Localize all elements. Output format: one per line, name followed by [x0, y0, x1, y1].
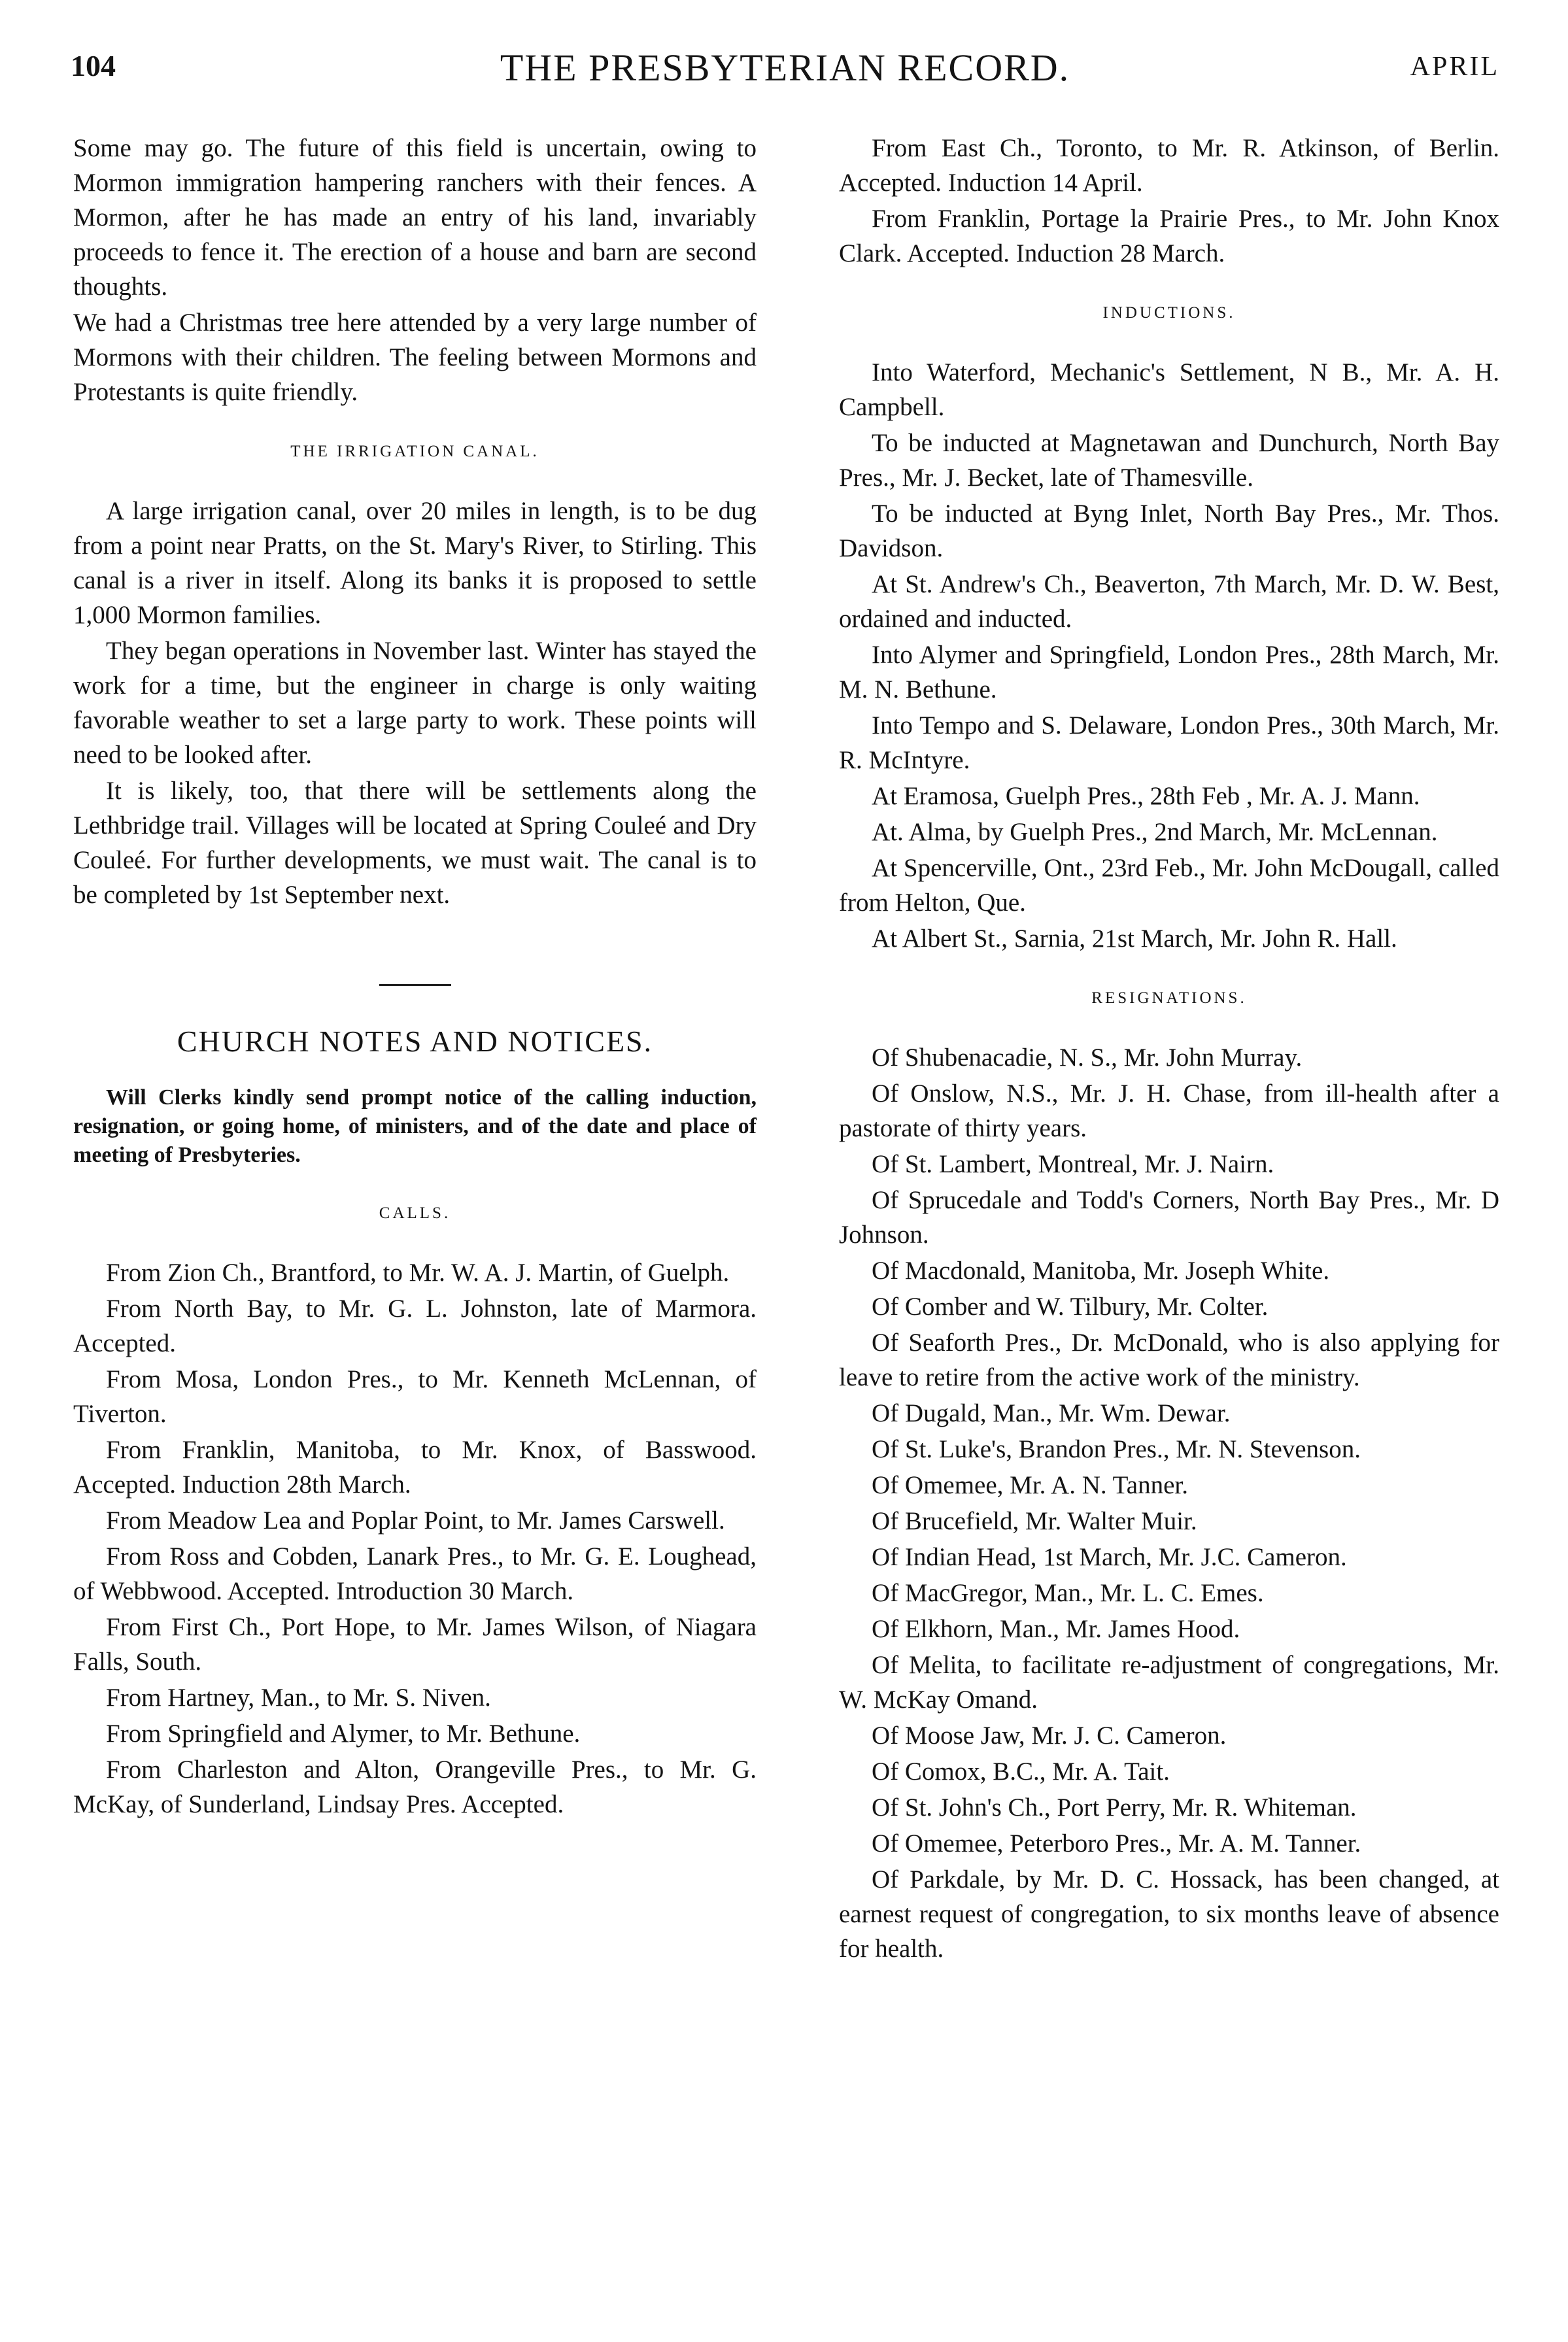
list-item: From Mosa, London Pres., to Mr. Kenneth McLennan, of Tiverton.	[73, 1365, 757, 1428]
list-item: Into Tempo and S. Delaware, London Pres., 30th March, Mr. R. McIntyre.	[839, 711, 1499, 774]
section-divider	[379, 984, 451, 986]
list-item: Of Indian Head, 1st March, Mr. J.C. Cameron.	[872, 1543, 1347, 1571]
list-item: From Meadow Lea and Poplar Point, to Mr. James Carswell.	[106, 1506, 725, 1535]
page-number: 104	[71, 49, 116, 82]
list-item: Of Onslow, N.S., Mr. J. H. Chase, from ill-health after a pastorate of thirty years.	[839, 1079, 1499, 1142]
list-item: Of Omemee, Mr. A. N. Tanner.	[872, 1471, 1188, 1499]
list-item: From First Ch., Port Hope, to Mr. James Wilson, of Niagara Falls, South.	[73, 1613, 757, 1676]
clerks-notice: Will Clerks kindly send prompt notice of the calling induction, resignation, or going home, of ministers, and of the date and place of meeting of Presbyteries.	[73, 1085, 757, 1167]
list-item: Into Waterford, Mechanic's Settlement, N B., Mr. A. H. Campbell.	[839, 358, 1499, 421]
list-item: From East Ch., Toronto, to Mr. R. Atkinson, of Berlin. Accepted. Induction 14 April.	[839, 134, 1499, 197]
left-column	[73, 131, 757, 1823]
list-item: Of Omemee, Peterboro Pres., Mr. A. M. Tanner.	[872, 1829, 1361, 1858]
inductions-heading: INDUCTIONS.	[1102, 304, 1236, 322]
list-item: To be inducted at Magnetawan and Dunchurch, North Bay Pres., Mr. J. Becket, late of Thamesville.	[839, 429, 1499, 492]
list-item: At Spencerville, Ont., 23rd Feb., Mr. John McDougall, called from Helton, Que.	[839, 854, 1499, 917]
list-item: Of Moose Jaw, Mr. J. C. Cameron.	[872, 1722, 1227, 1750]
list-item: At Eramosa, Guelph Pres., 28th Feb , Mr. A. J. Mann.	[872, 782, 1420, 810]
list-item: At Albert St., Sarnia, 21st March, Mr. John R. Hall.	[872, 925, 1397, 953]
list-item: From Hartney, Man., to Mr. S. Niven.	[106, 1684, 491, 1712]
intro-paragraph-2: We had a Christmas tree here attended by a very large number of Mormons with their children. The feeling between Mormons and Protestants is quite friendly.	[73, 309, 757, 406]
list-item: Of St. Lambert, Montreal, Mr. J. Nairn.	[872, 1150, 1274, 1178]
list-item: Of St. John's Ch., Port Perry, Mr. R. Whiteman.	[872, 1793, 1357, 1822]
list-item: From Franklin, Manitoba, to Mr. Knox, of Basswood. Accepted. Induction 28th March.	[73, 1436, 757, 1499]
list-item: Into Alymer and Springfield, London Pres., 28th March, Mr. M. N. Bethune.	[839, 641, 1499, 704]
list-item: Of Shubenacadie, N. S., Mr. John Murray.	[872, 1044, 1303, 1072]
intro-paragraph-1: Some may go. The future of this field is uncertain, owing to Mormon immigration hampering ranchers with their fences. A Mormon, after he has made an entry of his land, invariably proceeds to fence it. The erection of a house and barn are second thoughts.	[73, 134, 757, 301]
list-item: From Springfield and Alymer, to Mr. Bethune.	[106, 1720, 581, 1748]
list-item: Of Elkhorn, Man., Mr. James Hood.	[872, 1615, 1240, 1643]
canal-paragraph-1: A large irrigation canal, over 20 miles in length, is to be dug from a point near Pratts, on the St. Mary's River, to Stirling. This canal is a river in itself. Along its banks it is proposed to settle 1,000 Mormon families.	[73, 497, 757, 629]
list-item: Of Melita, to facilitate re-adjustment of congregations, Mr. W. McKay Omand.	[839, 1651, 1499, 1714]
list-item: To be inducted at Byng Inlet, North Bay Pres., Mr. Thos. Davidson.	[839, 500, 1499, 562]
list-item: Of MacGregor, Man., Mr. L. C. Emes.	[872, 1579, 1264, 1607]
list-item: Of Brucefield, Mr. Walter Muir.	[872, 1507, 1197, 1535]
list-item: At St. Andrew's Ch., Beaverton, 7th March, Mr. D. W. Best, ordained and inducted.	[839, 570, 1499, 633]
list-item: From Charleston and Alton, Orangeville Pres., to Mr. G. McKay, of Sunderland, Lindsay Pres. Accepted.	[73, 1756, 757, 1818]
list-item: From Zion Ch., Brantford, to Mr. W. A. J. Martin, of Guelph.	[106, 1259, 730, 1287]
calls-heading: CALLS.	[379, 1204, 451, 1222]
list-item: From Franklin, Portage la Prairie Pres., to Mr. John Knox Clark. Accepted. Induction 28 March.	[839, 205, 1499, 267]
list-item: Of Dugald, Man., Mr. Wm. Dewar.	[872, 1399, 1231, 1427]
publication-title: THE PRESBYTERIAN RECORD.	[500, 46, 1070, 89]
list-item: Of Parkdale, by Mr. D. C. Hossack, has been changed, at earnest request of congregation, to six months leave of absence for health.	[839, 1865, 1499, 1963]
list-item: Of Seaforth Pres., Dr. McDonald, who is also applying for leave to retire from the active work of the ministry.	[839, 1329, 1499, 1391]
canal-paragraph-3: It is likely, too, that there will be settlements along the Lethbridge trail. Villages will be located at Spring Couleé and Dry Couleé. For further developments, we must wait. The canal is to be completed by 1st September next.	[73, 777, 757, 909]
church-notes-heading: CHURCH NOTES AND NOTICES.	[177, 1025, 653, 1058]
list-item: Of Macdonald, Manitoba, Mr. Joseph White.	[872, 1257, 1330, 1285]
canal-paragraph-2: They began operations in November last. Winter has stayed the work for a time, but the engineer in charge is only waiting favorable weather to set a large party to work. These points will need to be looked after.	[73, 637, 757, 769]
right-column	[839, 131, 1499, 1967]
issue-month: APRIL	[1410, 52, 1499, 82]
page-header	[71, 46, 1499, 98]
irrigation-canal-heading: THE IRRIGATION CANAL.	[290, 443, 539, 460]
list-item: Of Sprucedale and Todd's Corners, North Bay Pres., Mr. D Johnson.	[839, 1186, 1499, 1249]
list-item: From North Bay, to Mr. G. L. Johnston, late of Marmora. Accepted.	[73, 1295, 757, 1357]
list-item: At. Alma, by Guelph Pres., 2nd March, Mr. McLennan.	[872, 818, 1438, 846]
list-item: Of Comber and W. Tilbury, Mr. Colter.	[872, 1293, 1269, 1321]
list-item: From Ross and Cobden, Lanark Pres., to Mr. G. E. Loughead, of Webbwood. Accepted. Introduction 30 March.	[73, 1542, 757, 1605]
list-item: Of St. Luke's, Brandon Pres., Mr. N. Stevenson.	[872, 1435, 1361, 1463]
resignations-heading: RESIGNATIONS.	[1091, 989, 1247, 1007]
list-item: Of Comox, B.C., Mr. A. Tait.	[872, 1757, 1170, 1786]
